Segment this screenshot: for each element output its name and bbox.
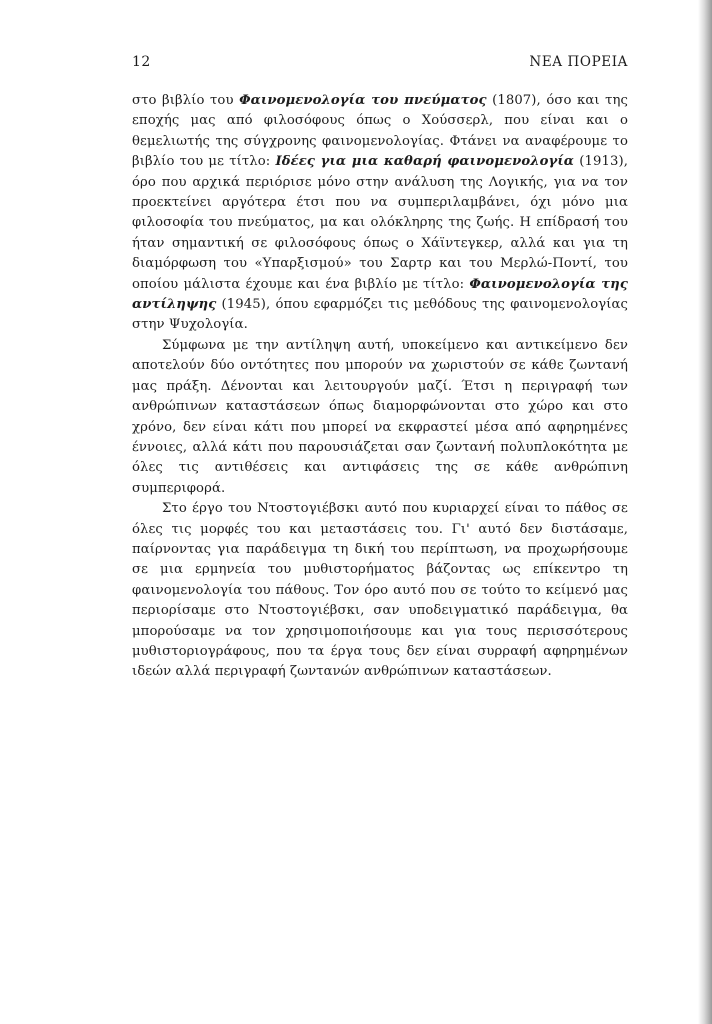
paragraph-3-text: Στο έργο του Ντοστογιέβσκι αυτό που κυριαρχεί είναι το πάθος σε όλες τις μορφές του και μεταστάσεις του. Γι' αυτό δεν διστάσαμε, παίρνοντας για παράδειγμα τη δική του περίπτωση, να προχωρήσουμε σε μια ερμηνεία του μυθιστορήματος βάζοντας ως επίκεντρο τη φαινομενολογία του πάθους. Τον όρο αυτό που σε τούτο το κείμενό μας περιορίσαμε στο Ντοστογιέβσκι, σαν υποδειγματικό παράδειγμα, θα μπορούσαμε να τον χρησιμοποιήσουμε και για τους περισσότερους μυθιστοριογράφους, που τα έργα τους δεν είναι συρραφή αφηρημένων ιδεών αλλά περιγραφή ζωντανών ανθρώπινων καταστάσεων.: [132, 501, 628, 680]
page-header: [132, 54, 628, 74]
paragraph-1: [132, 91, 628, 336]
book-title-phenomenology-of-perception: Φαινομενολογία της αντίληψης: [132, 276, 628, 313]
paragraph-1-text: (1807), όσο και της εποχής μας από φιλοσόφους όπως ο Χούσσερλ, που είναι και ο θεμελιωτής της σύγχρονης φαινομενολογίας. Φτάνει να αναφέρουμε το βιβλίο του με τίτλο:: [132, 93, 628, 170]
book-title-ideas-pure-phenomenology: Ιδέες για μια καθαρή φαινομενολογία: [275, 154, 575, 170]
paragraph-1-text: (1913), όρο που αρχικά περιόρισε μόνο στην ανάλυση της Λογικής, για να τον προεκτείνει αργότερα έτσι που να συμπεριλαμβάνει, όχι μόνο μια φιλοσοφία του πνεύματος, μα και ολόκληρης της ζωής. Η επίδρασή του ήταν σημαντική σε φιλοσόφους όπως ο Χάϊντεγκερ, αλλά και για τη διαμόρφωση του «Υπαρξισμού» του Σαρτρ και του Μερλώ-Ποντί, του οποίου μάλιστα έχουμε και ένα βιβλίο με τίτλο:: [132, 154, 628, 292]
paragraph-3: [132, 499, 628, 683]
scan-edge-shadow: [698, 0, 712, 1024]
paragraph-2-text: Σύμφωνα με την αντίληψη αυτή, υποκείμενο και αντικείμενο δεν αποτελούν δύο οντότητες που μπορούν να χωριστούν σε κάθε ζωντανή μας πράξη. Δένονται και λειτουργούν μαζί. Έτσι η περιγραφή των ανθρώπινων καταστάσεων όπως διαμορφώνονται στο χώρο και στο χρόνο, δεν είναι κάτι που μπορεί να εκφραστεί μέσα από αφηρημένες έννοιες, αλλά κάτι που παρουσιάζεται σαν ζωντανή πολυπλοκότητα με όλες τις αντιθέσεις και αντιφάσεις της σε κάθε ανθρώπινη συμπεριφορά.: [132, 337, 628, 496]
running-title: ΝΕΑ ΠΟΡΕΙΑ: [529, 54, 628, 70]
paragraph-1-text: στο βιβλίο του: [132, 93, 240, 108]
page-number: 12: [132, 54, 151, 70]
body-text: [132, 91, 628, 683]
paragraph-2: [132, 336, 628, 499]
book-title-phenomenology-of-spirit: Φαινομενολογία του πνεύματος: [239, 93, 487, 108]
paragraph-1-text: (1945), όπου εφαρμόζει τις μεθόδους της φαινομενολογίας στην Ψυχολογία.: [132, 297, 628, 333]
